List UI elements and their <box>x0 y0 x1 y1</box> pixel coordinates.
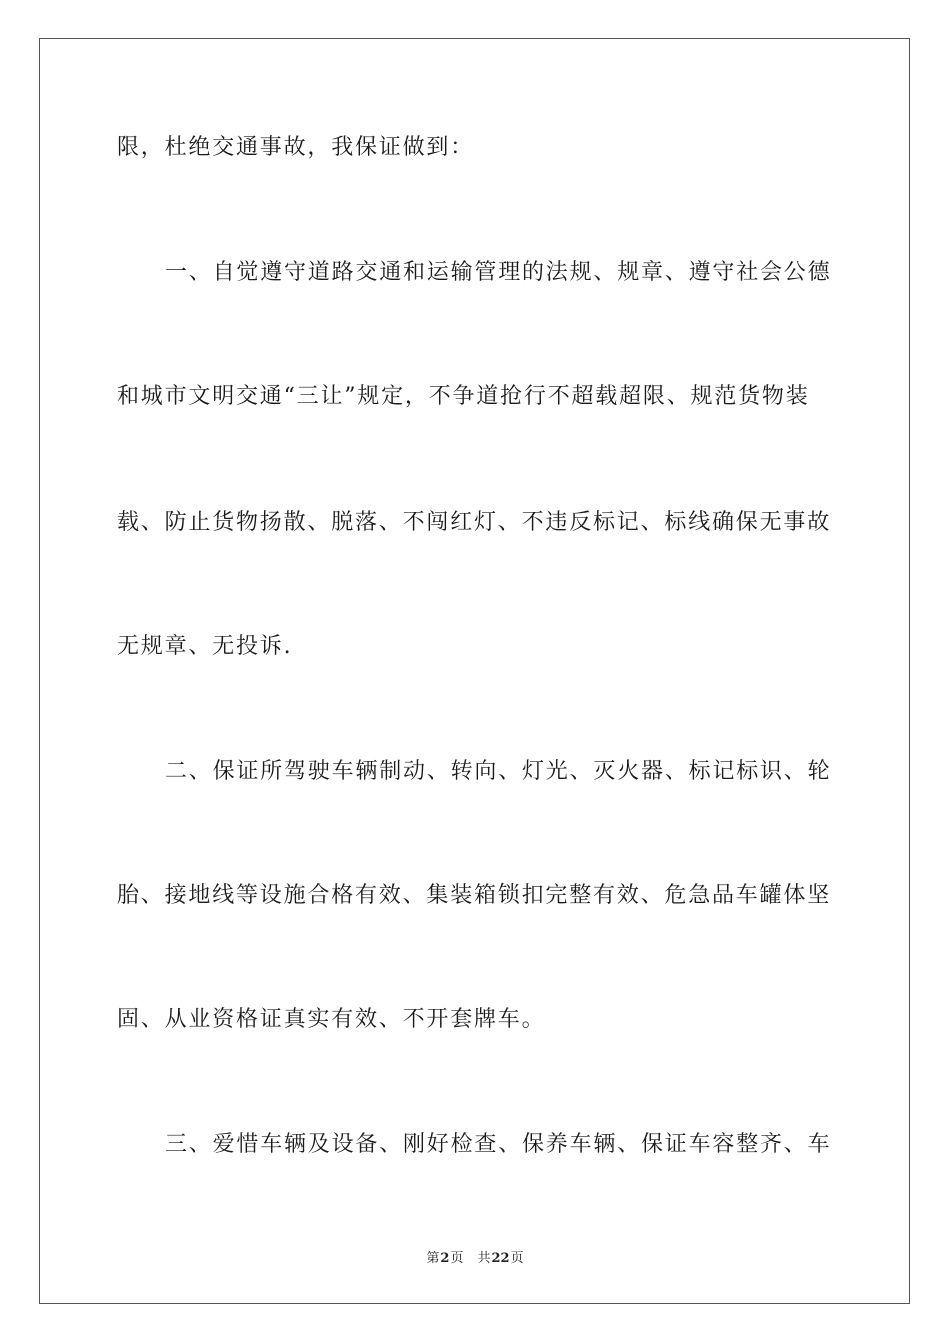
total-suffix: 页 <box>510 1251 524 1266</box>
page-prefix: 第 <box>426 1251 440 1266</box>
total-pages: 22 <box>491 1251 510 1266</box>
total-prefix: 共 <box>477 1251 491 1266</box>
body-text-line: 和城市文明交通“三让”规定，不争道抢行不超载超限、规范货物装 <box>117 384 810 409</box>
body-text-line: 无规章、无投诉. <box>117 634 293 659</box>
page-footer <box>0 1247 950 1266</box>
body-text-line: 限，杜绝交通事故，我保证做到： <box>117 135 475 160</box>
paragraph-3-start: 三、爱惜车辆及设备、刚好检查、保养车辆、保证车容整齐、车 <box>165 1132 832 1157</box>
page-suffix: 页 <box>450 1251 464 1266</box>
body-text-line: 胎、接地线等设施合格有效、集装箱锁扣完整有效、危急品车罐体坚 <box>117 883 832 908</box>
body-text-line: 载、防止货物扬散、脱落、不闯红灯、不违反标记、标线确保无事故 <box>117 510 832 535</box>
page-number: 2 <box>440 1251 450 1266</box>
body-text-line: 固、从业资格证真实有效、不开套牌车。 <box>117 1007 546 1032</box>
paragraph-1-start: 一、自觉遵守道路交通和运输管理的法规、规章、遵守社会公德 <box>165 260 832 285</box>
page-border <box>39 38 910 1304</box>
paragraph-2-start: 二、保证所驾驶车辆制动、转向、灯光、灭火器、标记标识、轮 <box>165 759 832 784</box>
